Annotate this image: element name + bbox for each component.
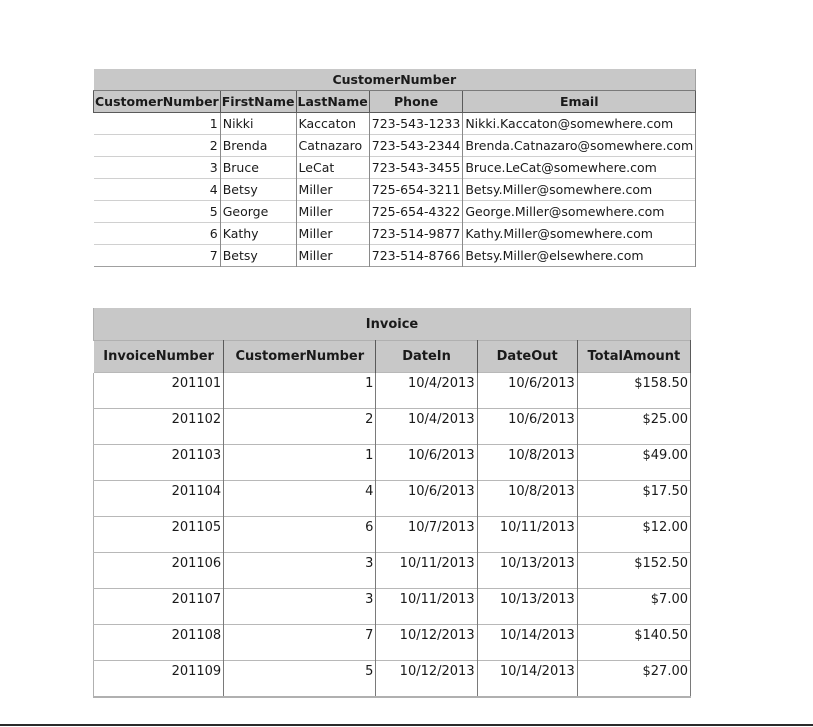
cell-datein: 10/4/2013: [376, 373, 477, 409]
cell-customernumber: 4: [224, 481, 376, 517]
cell-customernumber: 6: [224, 517, 376, 553]
cell-firstname: George: [220, 201, 296, 223]
cell-customernumber: 5: [224, 661, 376, 698]
cell-dateout: 10/8/2013: [477, 445, 577, 481]
cell-email: Bruce.LeCat@somewhere.com: [463, 157, 696, 179]
cell-dateout: 10/6/2013: [477, 409, 577, 445]
table-row: [94, 661, 691, 698]
table-row: [94, 157, 696, 179]
cell-datein: 10/6/2013: [376, 481, 477, 517]
cell-totalamount: $49.00: [577, 445, 690, 481]
cell-customernumber: 3: [224, 553, 376, 589]
cell-customernumber: 1: [224, 373, 376, 409]
cell-totalamount: $7.00: [577, 589, 690, 625]
page-bottom-rule: [0, 724, 813, 726]
cell-datein: 10/11/2013: [376, 589, 477, 625]
cell-invoicenumber: 201108: [94, 625, 224, 661]
cell-dateout: 10/13/2013: [477, 589, 577, 625]
cell-phone: 723-543-1233: [369, 113, 463, 135]
column-header-datein: DateIn: [376, 341, 477, 373]
table-row: [94, 517, 691, 553]
column-header-customernumber: CustomerNumber: [94, 91, 221, 113]
cell-email: Kathy.Miller@somewhere.com: [463, 223, 696, 245]
column-header-dateout: DateOut: [477, 341, 577, 373]
cell-phone: 723-543-2344: [369, 135, 463, 157]
cell-lastname: Miller: [296, 201, 369, 223]
table-row: [94, 589, 691, 625]
table-row: [94, 135, 696, 157]
cell-datein: 10/11/2013: [376, 553, 477, 589]
column-header-firstname: FirstName: [220, 91, 296, 113]
cell-dateout: 10/8/2013: [477, 481, 577, 517]
cell-firstname: Nikki: [220, 113, 296, 135]
customer-table: [93, 69, 696, 267]
table-row: [94, 373, 691, 409]
cell-totalamount: $25.00: [577, 409, 690, 445]
cell-phone: 723-543-3455: [369, 157, 463, 179]
cell-customernumber: 2: [224, 409, 376, 445]
cell-invoicenumber: 201103: [94, 445, 224, 481]
cell-dateout: 10/11/2013: [477, 517, 577, 553]
cell-email: Brenda.Catnazaro@somewhere.com: [463, 135, 696, 157]
table-row: [94, 113, 696, 135]
customer-table-title: CustomerNumber: [94, 69, 696, 91]
cell-totalamount: $158.50: [577, 373, 690, 409]
cell-customernumber: 3: [94, 157, 221, 179]
cell-lastname: Catnazaro: [296, 135, 369, 157]
cell-email: Nikki.Kaccaton@somewhere.com: [463, 113, 696, 135]
column-header-customernumber: CustomerNumber: [224, 341, 376, 373]
cell-dateout: 10/14/2013: [477, 625, 577, 661]
cell-invoicenumber: 201101: [94, 373, 224, 409]
cell-totalamount: $17.50: [577, 481, 690, 517]
cell-phone: 723-514-8766: [369, 245, 463, 267]
invoice-table-title-row: [94, 308, 691, 341]
invoice-table-header-row: [94, 341, 691, 373]
cell-customernumber: 1: [224, 445, 376, 481]
table-row: [94, 625, 691, 661]
cell-datein: 10/12/2013: [376, 625, 477, 661]
cell-totalamount: $12.00: [577, 517, 690, 553]
table-row: [94, 245, 696, 267]
cell-phone: 723-514-9877: [369, 223, 463, 245]
column-header-lastname: LastName: [296, 91, 369, 113]
invoice-table-title: Invoice: [94, 308, 691, 341]
cell-lastname: Miller: [296, 179, 369, 201]
cell-invoicenumber: 201105: [94, 517, 224, 553]
cell-datein: 10/4/2013: [376, 409, 477, 445]
cell-phone: 725-654-4322: [369, 201, 463, 223]
cell-customernumber: 1: [94, 113, 221, 135]
cell-customernumber: 3: [224, 589, 376, 625]
cell-invoicenumber: 201104: [94, 481, 224, 517]
cell-totalamount: $27.00: [577, 661, 690, 698]
table-row: [94, 553, 691, 589]
table-row: [94, 481, 691, 517]
column-header-invoicenumber: InvoiceNumber: [94, 341, 224, 373]
cell-email: George.Miller@somewhere.com: [463, 201, 696, 223]
cell-datein: 10/6/2013: [376, 445, 477, 481]
cell-firstname: Betsy: [220, 179, 296, 201]
cell-invoicenumber: 201102: [94, 409, 224, 445]
column-header-phone: Phone: [369, 91, 463, 113]
table-row: [94, 445, 691, 481]
cell-lastname: Kaccaton: [296, 113, 369, 135]
cell-lastname: Miller: [296, 245, 369, 267]
invoice-table: [93, 308, 691, 698]
cell-phone: 725-654-3211: [369, 179, 463, 201]
table-row: [94, 223, 696, 245]
column-header-totalamount: TotalAmount: [577, 341, 690, 373]
cell-firstname: Brenda: [220, 135, 296, 157]
cell-invoicenumber: 201107: [94, 589, 224, 625]
column-header-email: Email: [463, 91, 696, 113]
cell-customernumber: 6: [94, 223, 221, 245]
cell-dateout: 10/6/2013: [477, 373, 577, 409]
cell-dateout: 10/13/2013: [477, 553, 577, 589]
customer-table-title-row: [94, 69, 696, 91]
cell-datein: 10/12/2013: [376, 661, 477, 698]
cell-lastname: LeCat: [296, 157, 369, 179]
cell-email: Betsy.Miller@elsewhere.com: [463, 245, 696, 267]
cell-dateout: 10/14/2013: [477, 661, 577, 698]
table-row: [94, 409, 691, 445]
cell-totalamount: $152.50: [577, 553, 690, 589]
table-row: [94, 179, 696, 201]
cell-customernumber: 7: [94, 245, 221, 267]
cell-email: Betsy.Miller@somewhere.com: [463, 179, 696, 201]
customer-table-header-row: [94, 91, 696, 113]
cell-firstname: Bruce: [220, 157, 296, 179]
cell-totalamount: $140.50: [577, 625, 690, 661]
cell-customernumber: 5: [94, 201, 221, 223]
cell-datein: 10/7/2013: [376, 517, 477, 553]
cell-invoicenumber: 201106: [94, 553, 224, 589]
cell-invoicenumber: 201109: [94, 661, 224, 698]
cell-customernumber: 4: [94, 179, 221, 201]
cell-customernumber: 7: [224, 625, 376, 661]
table-row: [94, 201, 696, 223]
cell-lastname: Miller: [296, 223, 369, 245]
cell-customernumber: 2: [94, 135, 221, 157]
cell-firstname: Betsy: [220, 245, 296, 267]
cell-firstname: Kathy: [220, 223, 296, 245]
